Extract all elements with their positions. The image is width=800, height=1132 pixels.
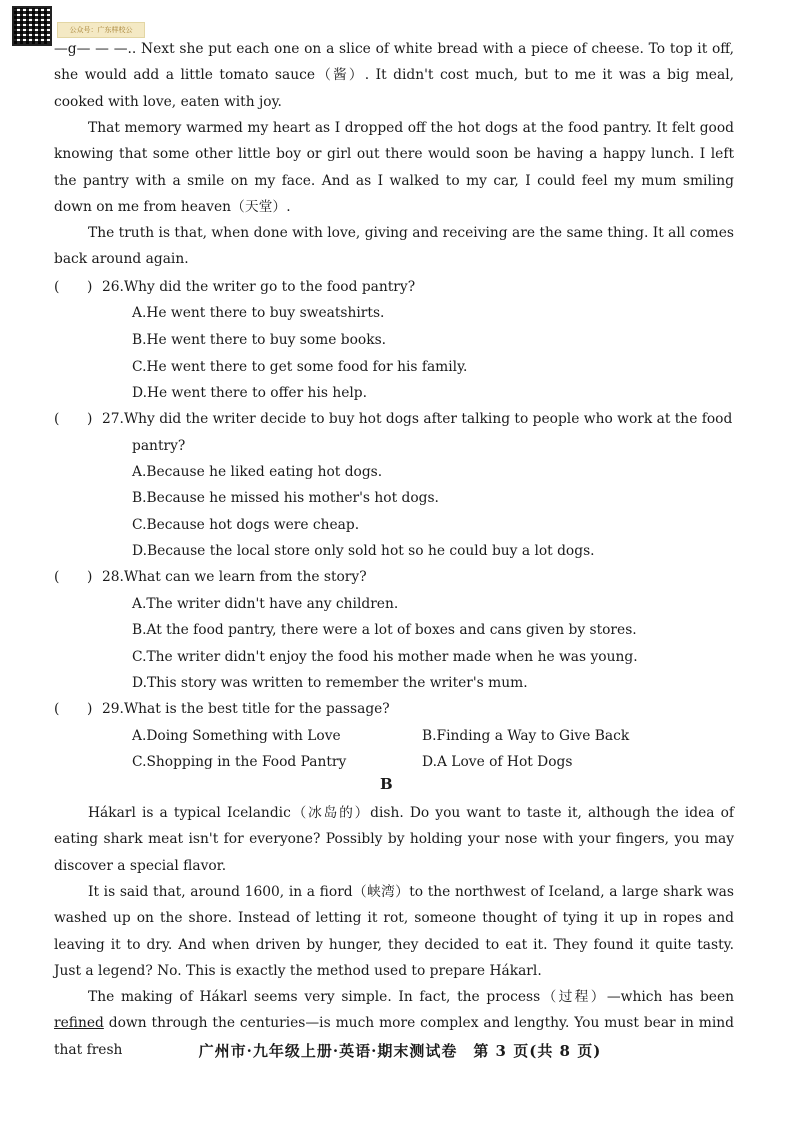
question-29: 29.What is the best title for the passage? (102, 701, 390, 717)
question-27-option-c: C.Because hot dogs were cheap. (132, 517, 360, 533)
question-26: 26.Why did the writer go to the food pantry? (102, 279, 416, 295)
question-27-option-b: B.Because he missed his mother's hot dogs. (132, 490, 439, 506)
question-26-option-b: B.He went there to buy some books. (132, 332, 387, 348)
question-26-option-a: A.He went there to buy sweatshirts. (132, 305, 385, 321)
question-29-option-b: B.Finding a Way to Give Back (422, 728, 630, 744)
answer-blank-28[interactable]: ( ) (54, 569, 93, 585)
question-28-option-b: B.At the food pantry, there were a lot of boxes and cans given by stores. (132, 622, 637, 638)
passage-b-paragraph-3-start: The making of Hákarl seems very simple. In fact, the process（过程）—which has been (88, 989, 734, 1005)
question-28: 28.What can we learn from the story? (102, 569, 367, 585)
question-28-option-a: A.The writer didn't have any children. (132, 596, 399, 612)
passage-b-paragraph-3-end: down through the centuries—is much more complex and lengthy. You must bear in mind that fresh (54, 1015, 734, 1058)
passage-a-paragraph-1: —g— — —.. Next she put each one on a slice of white bread with a piece of cheese. To top it off, she would add a little tomato sauce（酱）. It didn't cost much, but to me it was a big meal, cooked with love, eaten with joy. (54, 41, 734, 110)
answer-blank-27[interactable]: ( ) (54, 411, 93, 427)
question-28-option-c: C.The writer didn't enjoy the food his mother made when he was young. (132, 649, 638, 665)
question-27-option-a: A.Because he liked eating hot dogs. (132, 464, 383, 480)
answer-blank-29[interactable]: ( ) (54, 701, 93, 717)
page-footer: 广州市·九年级上册·英语·期末测试卷 第 3 页(共 8 页) (198, 1042, 602, 1060)
watermark-stamp: 公众号：广东样校公 (57, 22, 145, 38)
qr-code (12, 6, 52, 46)
question-26-option-d: D.He went there to offer his help. (132, 385, 368, 401)
question-29-option-a: A.Doing Something with Love (132, 728, 341, 744)
section-heading-b: B (380, 775, 393, 793)
underlined-word-refined: refined (54, 1015, 104, 1032)
question-27: 27.Why did the writer decide to buy hot dogs after talking to people who work at the food (102, 411, 733, 427)
passage-b-paragraph-1: Hákarl is a typical Icelandic（冰岛的）dish. Do you want to taste it, although the idea of eating shark meat isn't for everyone? Possibly by holding your nose with your fingers, you may discover a special flavor. (54, 805, 734, 874)
question-29-option-c: C.Shopping in the Food Pantry (132, 754, 347, 770)
passage-b-paragraph-2: It is said that, around 1600, in a fiord（峡湾）to the northwest of Iceland, a large shark was washed up on the shore. Instead of letting it rot, someone thought of tying it up in ropes and leaving it to dry. And when driven by hunger, they decided to eat it. They found it quite tasty. Just a legend? No. This is exactly the method used to prepare Hákarl. (54, 884, 734, 979)
question-28-option-d: D.This story was written to remember the writer's mum. (132, 675, 528, 691)
passage-a-paragraph-3: The truth is that, when done with love, giving and receiving are the same thing. It all comes back around again. (54, 225, 734, 268)
question-26-option-c: C.He went there to get some food for his family. (132, 359, 468, 375)
question-27-option-d: D.Because the local store only sold hot so he could buy a lot dogs. (132, 543, 595, 559)
passage-a-paragraph-2: That memory warmed my heart as I dropped off the hot dogs at the food pantry. It felt good knowing that some other little boy or girl out there would soon be having a happy lunch. I left the pantry with a smile on my face. And as I walked to my car, I could feel my mum smiling down on me from heaven（天堂）. (54, 120, 734, 215)
question-27-continued: pantry? (132, 438, 186, 454)
question-29-option-d: D.A Love of Hot Dogs (422, 754, 573, 770)
answer-blank-26[interactable]: ( ) (54, 279, 93, 295)
